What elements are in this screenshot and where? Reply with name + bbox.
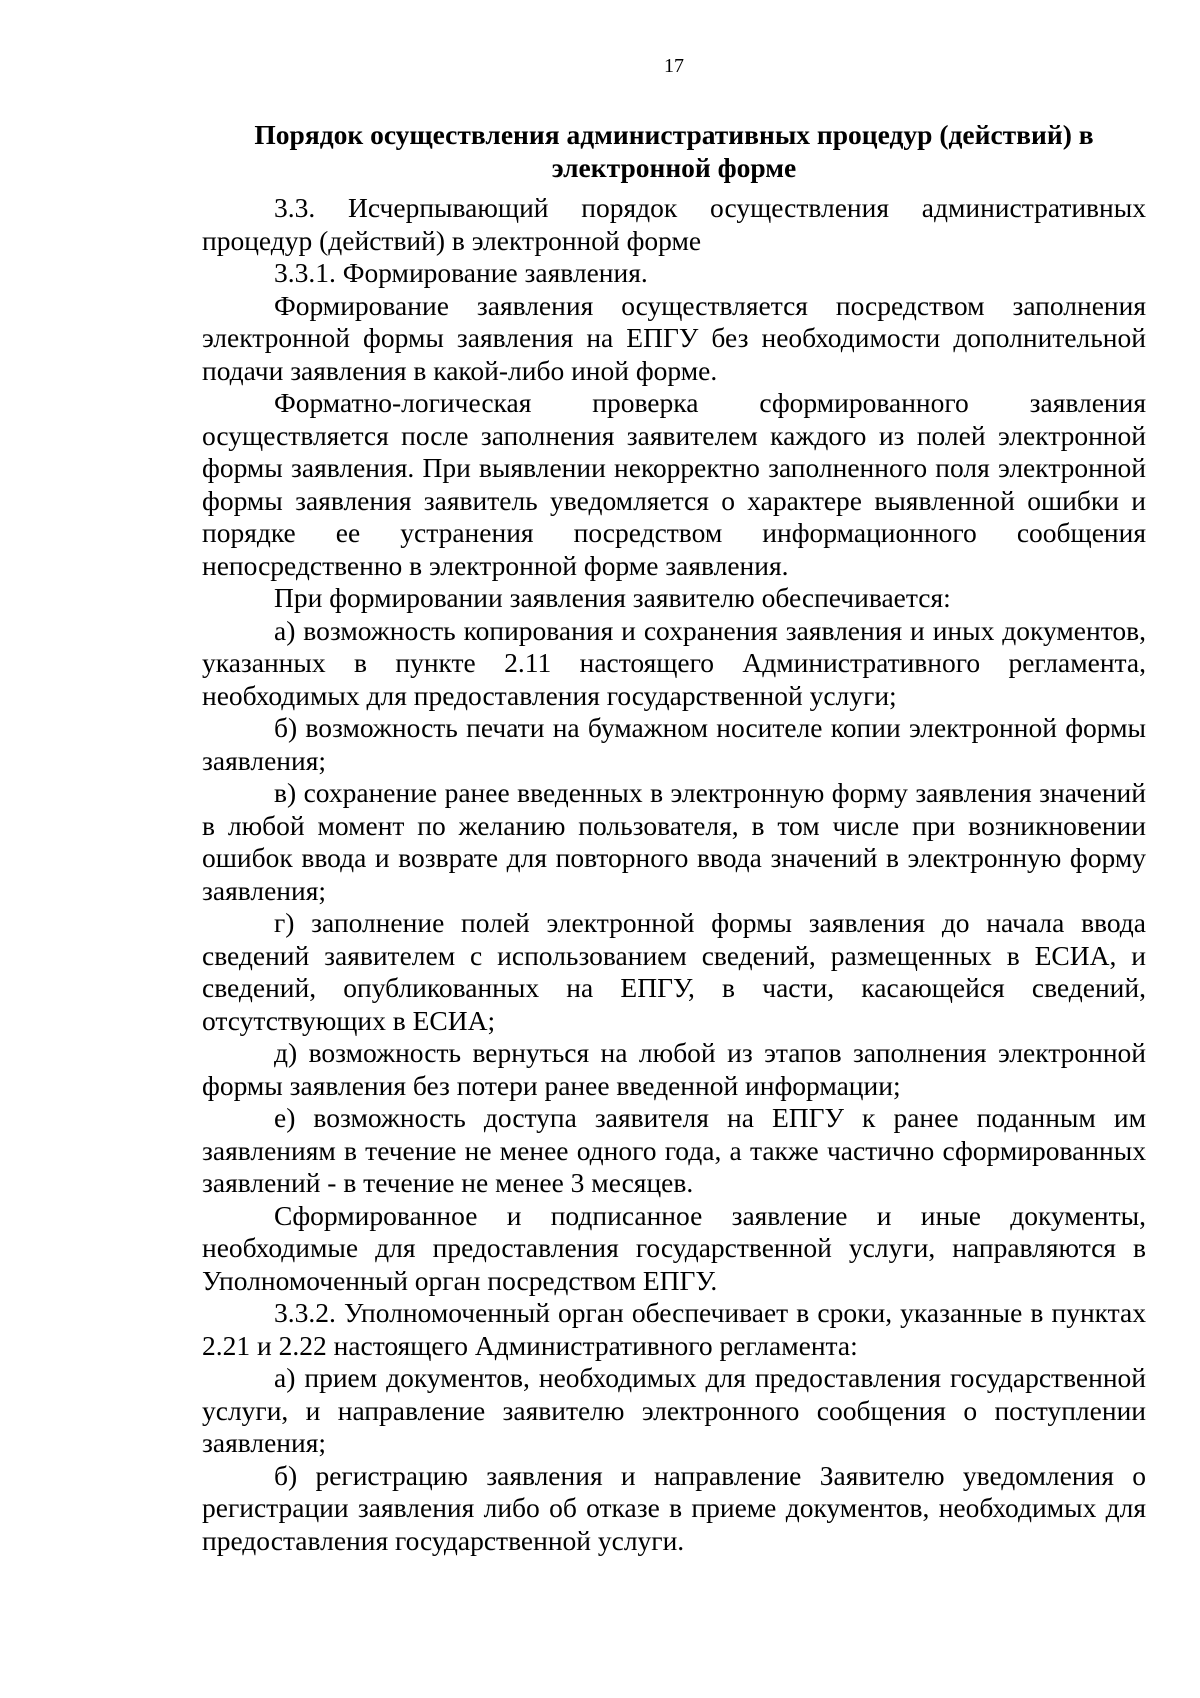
section-heading-line-1: Порядок осуществления административных процедур (действий) в [254, 119, 1094, 150]
paragraph-3-3-1: 3.3.1. Формирование заявления. [274, 257, 648, 288]
list-item-e: е) возможность доступа заявителя на ЕПГУ к ранее поданным им заявлениям в течение не менее одного года, а также частично сформированных заявлений - в течение не менее 3 месяцев. [202, 1102, 1146, 1198]
list-item-g: г) заполнение полей электронной формы заявления до начала ввода сведений заявителем с использованием сведений, размещенных в ЕСИА, и сведений, опубликованных на ЕПГУ, в части, касающейся сведений, отсутствующих в ЕСИА; [202, 907, 1146, 1036]
body-text [202, 192, 1146, 1557]
paragraph: Сформированное и подписанное заявление и иные документы, необходимые для предоставления государственной услуги, направляются в Уполномоченный орган посредством ЕПГУ. [202, 1199, 1146, 1296]
paragraph: Форматно-логическая проверка сформированного заявления осуществляется после заполнения заявителем каждого из полей электронной формы заявления. При выявлении некорректно заполненного поля электронной формы заявления заявитель уведомляется о характере выявленной ошибки и порядке ее устранения посредством информационного сообщения непосредственно в электронной форме заявления. [202, 387, 1146, 581]
paragraph: При формировании заявления заявителю обеспечивается: [274, 582, 951, 613]
list-item-b: б) регистрацию заявления и направление Заявителю уведомления о регистрации заявления либо об отказе в приеме документов, необходимых для предоставления государственной услуги. [202, 1459, 1146, 1556]
list-item-b: б) возможность печати на бумажном носителе копии электронной формы заявления; [202, 712, 1146, 776]
paragraph: Формирование заявления осуществляется посредством заполнения электронной формы заявления на ЕПГУ без необходимости дополнительной подачи заявления в какой-либо иной форме. [202, 289, 1146, 386]
section-heading-line-2: электронной форме [551, 152, 797, 183]
paragraph-3-3: 3.3. Исчерпывающий порядок осуществления административных процедур (действий) в электронной форме [202, 192, 1146, 256]
section-heading [202, 118, 1146, 184]
list-item-a: а) возможность копирования и сохранения заявления и иных документов, указанных в пункте 2.11 настоящего Административного регламента, необходимых для предоставления государственной услуги; [202, 614, 1146, 711]
page-number: 17 [664, 55, 684, 77]
list-item-a: а) прием документов, необходимых для предоставления государственной услуги, и направление заявителю электронного сообщения о поступлении заявления; [202, 1362, 1146, 1458]
list-item-v: в) сохранение ранее введенных в электронную форму заявления значений в любой момент по желанию пользователя, в том числе при возникновении ошибок ввода и возврате для повторного ввода значений в электронную форму заявления; [202, 777, 1146, 906]
paragraph-3-3-2: 3.3.2. Уполномоченный орган обеспечивает в сроки, указанные в пунктах 2.21 и 2.22 настоящего Административного регламента: [202, 1297, 1146, 1361]
list-item-d: д) возможность вернуться на любой из этапов заполнения электронной формы заявления без потери ранее введенной информации; [202, 1037, 1146, 1101]
